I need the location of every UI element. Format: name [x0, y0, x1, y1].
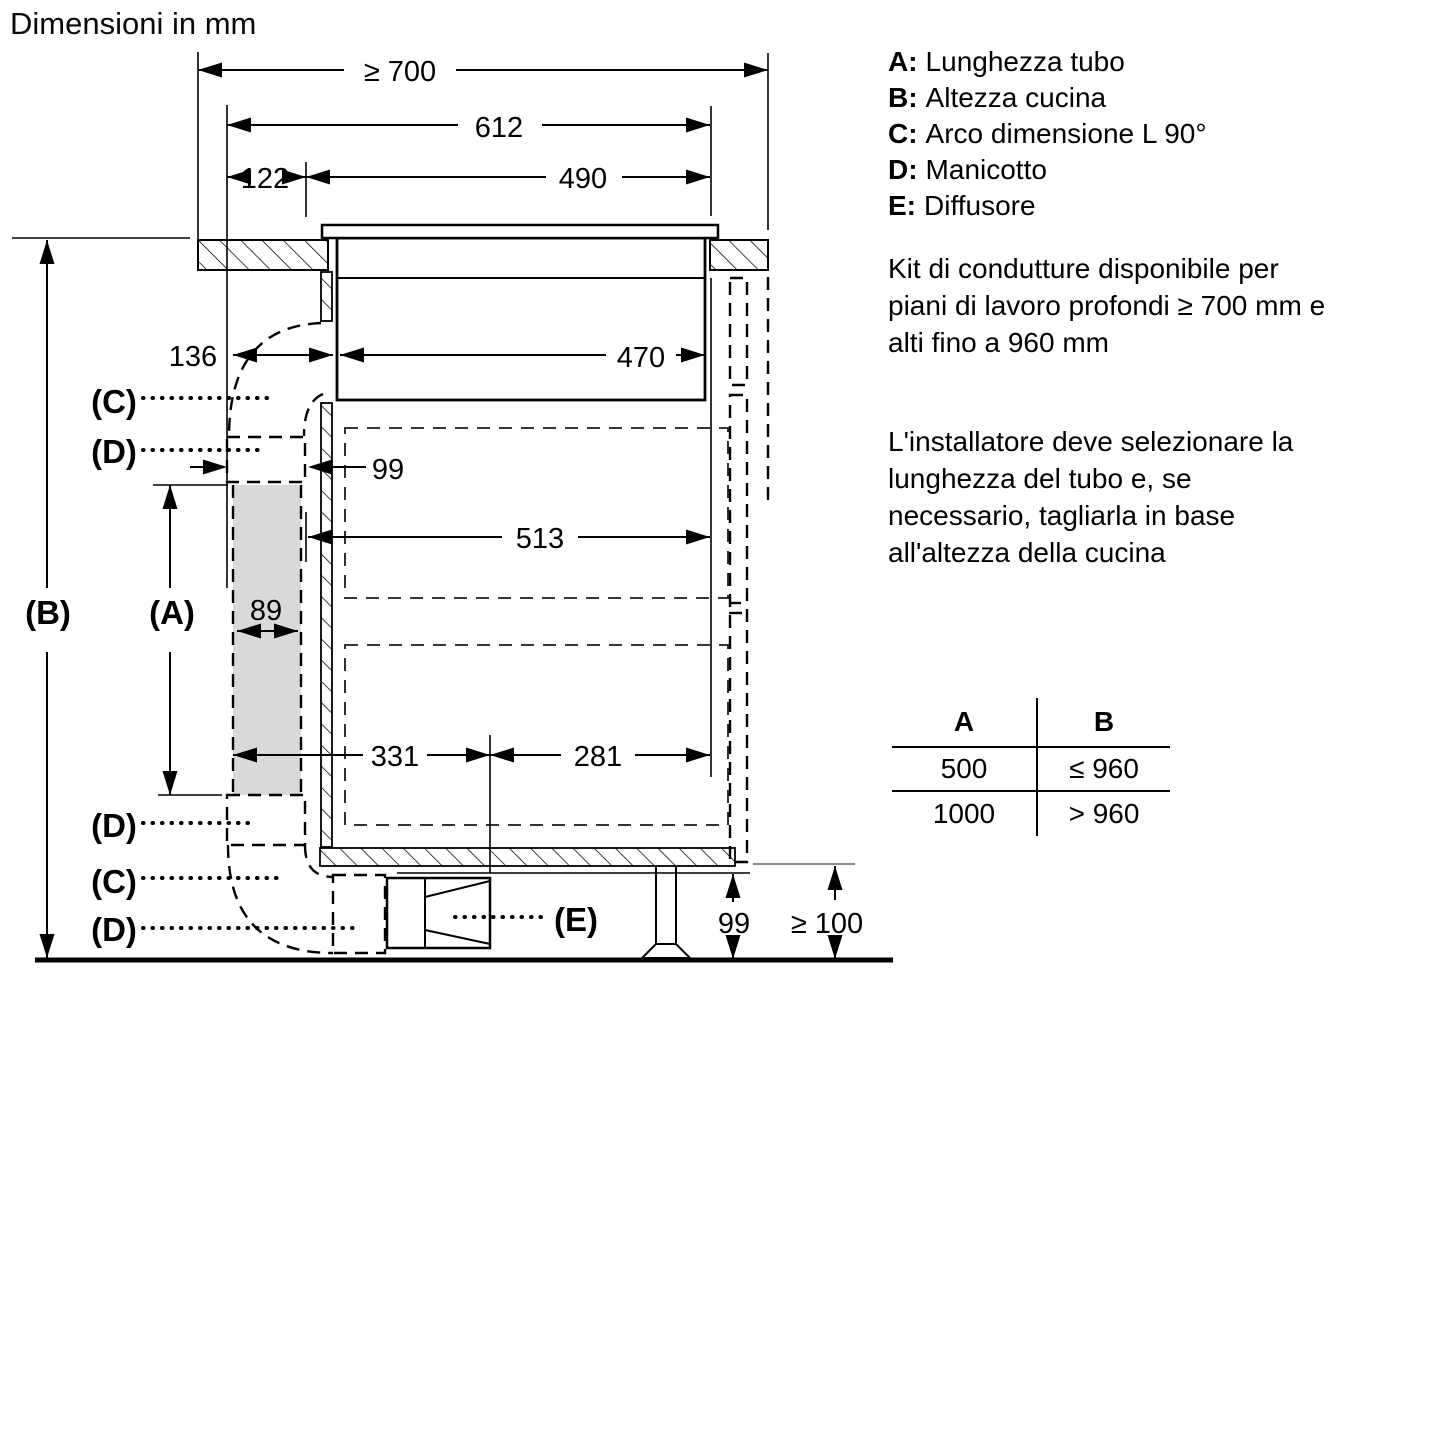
downdraft-stub: [321, 272, 332, 321]
page-title: Dimensioni in mm: [10, 6, 257, 41]
table-cell-a: 1000: [932, 798, 996, 829]
label-b-height: (B): [25, 594, 71, 631]
legend-key: A:: [888, 46, 918, 77]
lower-cabinet-box: [345, 645, 728, 825]
table-row: [892, 792, 1170, 836]
note-line: all'altezza della cucina: [888, 537, 1166, 568]
legend-label: Lunghezza tubo: [925, 46, 1125, 77]
hob-glass: [322, 225, 718, 238]
dim-cutout-width: 490: [558, 163, 608, 195]
legend-key: C:: [888, 118, 918, 149]
dim-diffuser-height: 99: [717, 908, 751, 940]
legend-item: [888, 152, 1207, 188]
elbow-top-outer: [229, 323, 321, 437]
dim-interior-depth: 513: [515, 523, 565, 555]
legend-item: [888, 44, 1207, 80]
legend-item: [888, 116, 1207, 152]
legend-key: D:: [888, 154, 918, 185]
legend-label: Arco dimensione L 90°: [925, 118, 1207, 149]
note-line: lunghezza del tubo e, se: [888, 463, 1192, 494]
label-d-sleeve-mid: (D): [91, 807, 137, 844]
dim-tube-width: 89: [249, 595, 283, 627]
leg-foot: [642, 944, 690, 958]
label-c-elbow-top: (C): [91, 383, 137, 420]
dim-rear-offset: 122: [240, 163, 290, 195]
label-c-elbow-bottom: (C): [91, 863, 137, 900]
sleeve-top: [227, 437, 305, 482]
dim-front-section: 331: [370, 741, 420, 773]
note-duct-kit: [888, 250, 1325, 361]
dim-floor-clearance: ≥ 100: [790, 908, 864, 940]
table-header-row: [892, 698, 1170, 748]
table-cell-a: 500: [940, 753, 988, 784]
label-e-diffuser: (E): [554, 901, 598, 938]
note-line: piani di lavoro profondi ≥ 700 mm e: [888, 290, 1326, 321]
table-row: [892, 748, 1170, 792]
table-cell-b: ≤ 960: [1036, 748, 1170, 790]
label-d-sleeve-top: (D): [91, 433, 137, 470]
legend-label: Manicotto: [925, 154, 1047, 185]
worktop-right: [710, 240, 768, 270]
legend: [888, 44, 1207, 224]
label-a-tube: (A): [149, 594, 195, 631]
note-line: L'installatore deve selezionare la: [888, 426, 1294, 457]
table-header-a: A: [953, 706, 975, 737]
tube-length-table: [892, 698, 1170, 836]
sleeve-bottom: [333, 875, 385, 953]
note-line: necessario, tagliarla in base: [888, 500, 1236, 531]
dim-hob-total-width: 612: [474, 112, 524, 144]
dim-rear-section: 281: [573, 741, 623, 773]
legend-key: E:: [888, 190, 916, 221]
legend-item: [888, 80, 1207, 116]
label-d-sleeve-bottom: (D): [91, 911, 137, 948]
plenum-box: [337, 238, 705, 400]
worktop-left: [198, 240, 328, 270]
rear-duct-lower: [730, 395, 747, 862]
tube-a-fill: [233, 485, 301, 795]
dim-plenum-width: 470: [616, 342, 666, 374]
dimension-lines: [40, 63, 843, 960]
note-line: alti fino a 960 mm: [888, 327, 1109, 358]
dim-duct-to-front: 136: [168, 341, 218, 373]
legend-label: Diffusore: [924, 190, 1036, 221]
dim-sleeve-width: 99: [371, 454, 405, 486]
diffuser-box: [387, 878, 490, 948]
rear-duct-upper: [730, 278, 747, 385]
legend-key: B:: [888, 82, 918, 113]
note-line: Kit di condutture disponibile per: [888, 253, 1279, 284]
legend-label: Altezza cucina: [925, 82, 1107, 113]
legend-item: [888, 188, 1207, 224]
installation-diagram: [0, 0, 900, 1010]
table-header-b: B: [1036, 698, 1170, 746]
note-installer: [888, 423, 1293, 571]
cabinet-bottom-panel: [320, 848, 735, 866]
table-cell-b: > 960: [1036, 792, 1170, 836]
elbow-bottom-outer: [228, 845, 333, 953]
dim-worktop-min-depth: ≥ 700: [363, 56, 437, 88]
sleeve-mid: [227, 795, 305, 845]
rear-duct-channel: [729, 277, 768, 862]
